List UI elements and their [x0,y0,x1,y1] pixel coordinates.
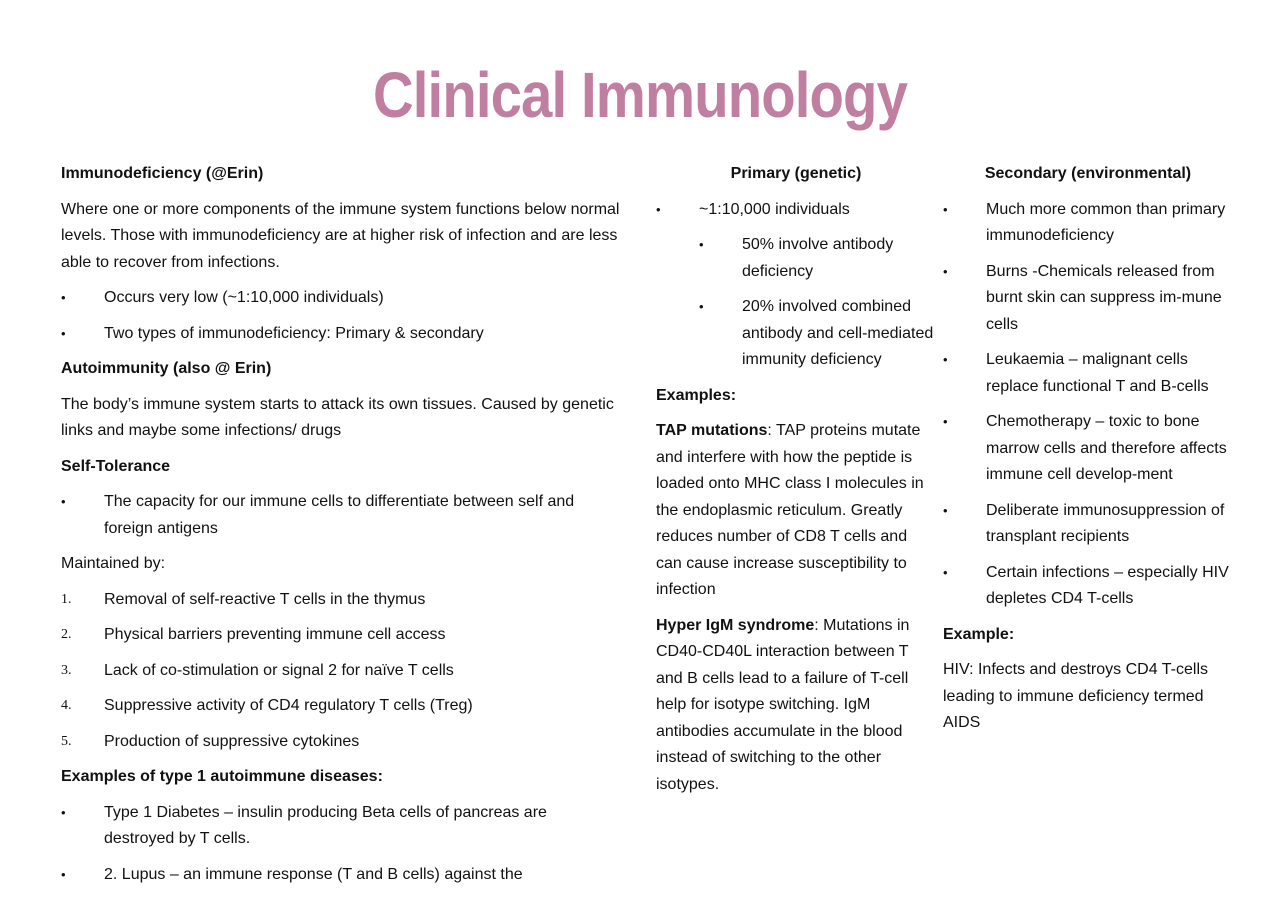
secondary-heading: Secondary (environmental) [984,165,1192,182]
list-number: 4. [61,698,72,713]
tap-paragraph [656,418,936,604]
primary-heading: Primary (genetic) [730,165,862,182]
list-number: 1. [61,591,72,607]
list-item: • Burns -Chemicals released from burnt skin can suppress im-mune cells [943,259,1233,339]
list-text: Physical barriers preventing immune cell access [104,626,446,643]
middle-column [656,161,936,807]
list-item [61,587,621,614]
examples-heading: Examples of type 1 autoimmune diseases: [61,768,383,785]
list-item: • Much more common than primary immunodeficiency [943,197,1233,250]
maintained-label: Maintained by: [61,555,166,572]
list-text: Production of suppressive cytokines [104,732,360,750]
list-item: • 2. Lupus – an immune response (T and B cells) against the [61,862,621,889]
immunodeficiency-heading: Immunodeficiency (@Erin) [61,165,264,182]
autoimmunity-definition: The body’s immune system starts to attack its own tissues. Caused by genetic links and maybe some infections/ drugs [61,395,614,439]
list-text: Removal of self-reactive T cells in the thymus [104,590,426,608]
page-title: Clinical Immunology [372,59,908,131]
hyper-igm-paragraph [656,613,936,799]
list-number: 2. [61,627,72,642]
list-item: • The capacity for our immune cells to differentiate between self and foreign antigens [61,489,621,542]
tap-label: TAP mutations [656,422,768,439]
self-tolerance-heading: Self-Tolerance [61,457,171,475]
hyper-igm-label: Hyper IgM syndrome [656,616,815,634]
list-text: Suppressive activity of CD4 regulatory T cells (Treg) [104,697,473,714]
list-item: • Leukaemia – malignant cells replace functional T and B-cells [943,347,1233,400]
immunodeficiency-definition: Where one or more components of the immune system functions below normal levels. Those with immunodeficiency are at higher risk of infection and are less able to recover from infections. [61,200,620,271]
example-text: HIV: Infects and destroys CD4 T-cells leading to immune deficiency termed AIDS [943,661,1208,731]
list-number: 5. [61,733,72,749]
examples-label: Examples: [656,386,737,404]
list-item [61,658,621,685]
list-item: • Type 1 Diabetes – insulin producing Beta cells of pancreas are destroyed by T cells. [61,800,621,853]
list-item [61,693,621,720]
list-item: • Occurs very low (~1:10,000 individuals) [61,285,621,312]
list-item: • 20% involved combined antibody and cell-mediated immunity deficiency [656,294,936,374]
list-item: • Two types of immunodeficiency: Primary & secondary [61,321,621,348]
right-column [943,161,1233,746]
list-item [61,622,621,649]
list-item: • Chemotherapy – toxic to bone marrow cells and therefore affects immune cell develop-ment [943,409,1233,489]
list-text: Lack of co-stimulation or signal 2 for naïve T cells [104,661,454,679]
list-item: • Deliberate immunosuppression of transplant recipients [943,498,1233,551]
left-column [61,161,621,897]
autoimmunity-heading: Autoimmunity (also @ Erin) [61,360,272,377]
list-item: • Certain infections – especially HIV depletes CD4 T-cells [943,560,1233,613]
list-item: • ~1:10,000 individuals [656,197,936,224]
hyper-igm-text: : Mutations in CD40-CD40L interaction between T and B cells lead to a failure of T-cell help for isotype switching. IgM antibodies accumulate in the blood instead of switching to the other isotypes. [656,616,910,793]
list-item [61,729,621,756]
tap-text: : TAP proteins mutate and interfere with how the peptide is loaded onto MHC class I molecules in the endoplasmic reticulum. Greatly reduces number of CD8 T cells and can cause increase susceptibility to infection [656,422,924,598]
list-item: • 50% involve antibody deficiency [656,232,936,285]
list-number: 3. [61,662,72,678]
example-label: Example: [943,625,1015,643]
